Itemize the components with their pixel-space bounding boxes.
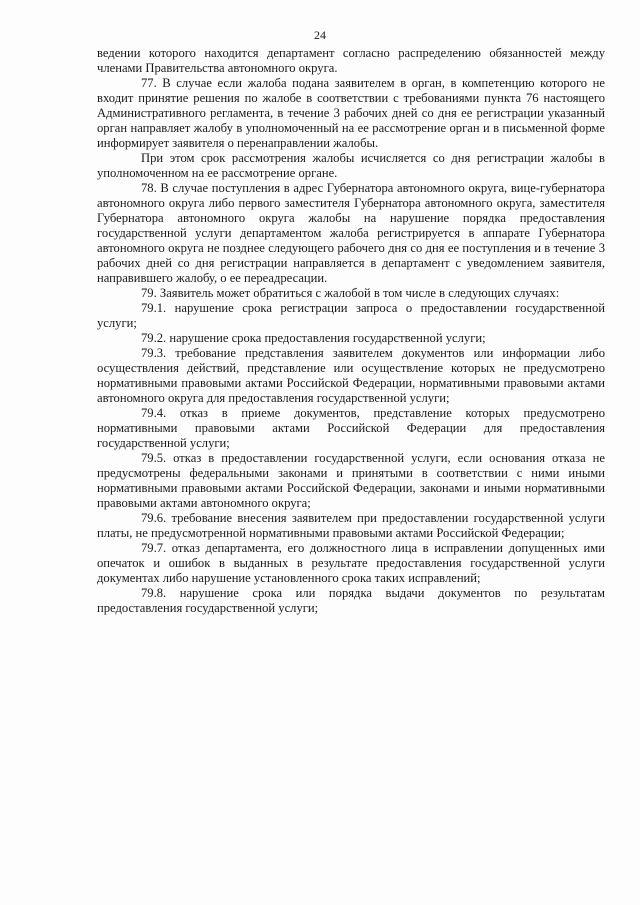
paragraph-79-1: 79.1. нарушение срока регистрации запроса о предоставлении государственной услуги; — [97, 301, 605, 330]
paragraph-78: 78. В случае поступления в адрес Губернатора автономного округа, вице-губернатора автономного округа либо первого заместителя Губернатора автономного округа, заместителя Губернатора автономного округа жалобы на нарушение порядка предоставления государственной услуги департаментом жалоба регистрируется в аппарате Губернатора автономного округа не позднее следующего рабочего дня со дня ее поступления и в течение 3 рабочих дней со дня регистрации направляется в департамент с уведомлением заявителя, направившего жалобу, о ее переадресации. — [97, 181, 605, 285]
paragraph-79: 79. Заявитель может обратиться с жалобой в том числе в следующих случаях: — [141, 286, 560, 300]
paragraph-77: 77. В случае если жалоба подана заявителем в орган, в компетенцию которого не входит принятие решения по жалобе в соответствии с требованиями пункта 76 настоящего Административного регламента, в течение 3 рабочих дней со дня ее регистрации указанный орган направляет жалобу в уполномоченный на ее рассмотрение орган и в письменной форме информирует заявителя о перенаправлении жалобы. — [97, 76, 605, 150]
paragraph-79-6: 79.6. требование внесения заявителем при предоставлении государственной услуги платы, не предусмотренной нормативными правовыми актами Российской Федерации; — [97, 511, 605, 540]
paragraph-79-7: 79.7. отказ департамента, его должностного лица в исправлении допущенных ими опечаток и ошибок в выданных в результате предоставления государственной услуги документах либо нарушение установленного срока таких исправлений; — [97, 541, 605, 585]
document-body — [97, 46, 605, 616]
paragraph-continuation: ведении которого находится департамент согласно распределению обязанностей между членами Правительства автономного округа. — [97, 46, 605, 75]
paragraph-79-2: 79.2. нарушение срока предоставления государственной услуги; — [141, 331, 486, 345]
paragraph-79-5: 79.5. отказ в предоставлении государственной услуги, если основания отказа не предусмотрены федеральными законами и принятыми в соответствии с ними иными нормативными правовыми актами Российской Федерации, законами и иными нормативными правовыми актами автономного округа; — [97, 451, 605, 510]
paragraph-77-term: При этом срок рассмотрения жалобы исчисляется со дня регистрации жалобы в уполномоченном на ее рассмотрение органе. — [97, 151, 605, 180]
paragraph-79-4: 79.4. отказ в приеме документов, представление которых предусмотрено нормативными правовыми актами Российской Федерации для предоставления государственной услуги; — [97, 406, 605, 450]
paragraph-79-3: 79.3. требование представления заявителем документов или информации либо осуществления действий, представление или осуществление которых не предусмотрено нормативными правовыми актами Российской Федерации, нормативными правовыми актами автономного округа для предоставления государственной услуги; — [97, 346, 605, 405]
paragraph-79-8: 79.8. нарушение срока или порядка выдачи документов по результатам предоставления государственной услуги; — [97, 586, 605, 615]
page-number: 24 — [314, 28, 326, 42]
